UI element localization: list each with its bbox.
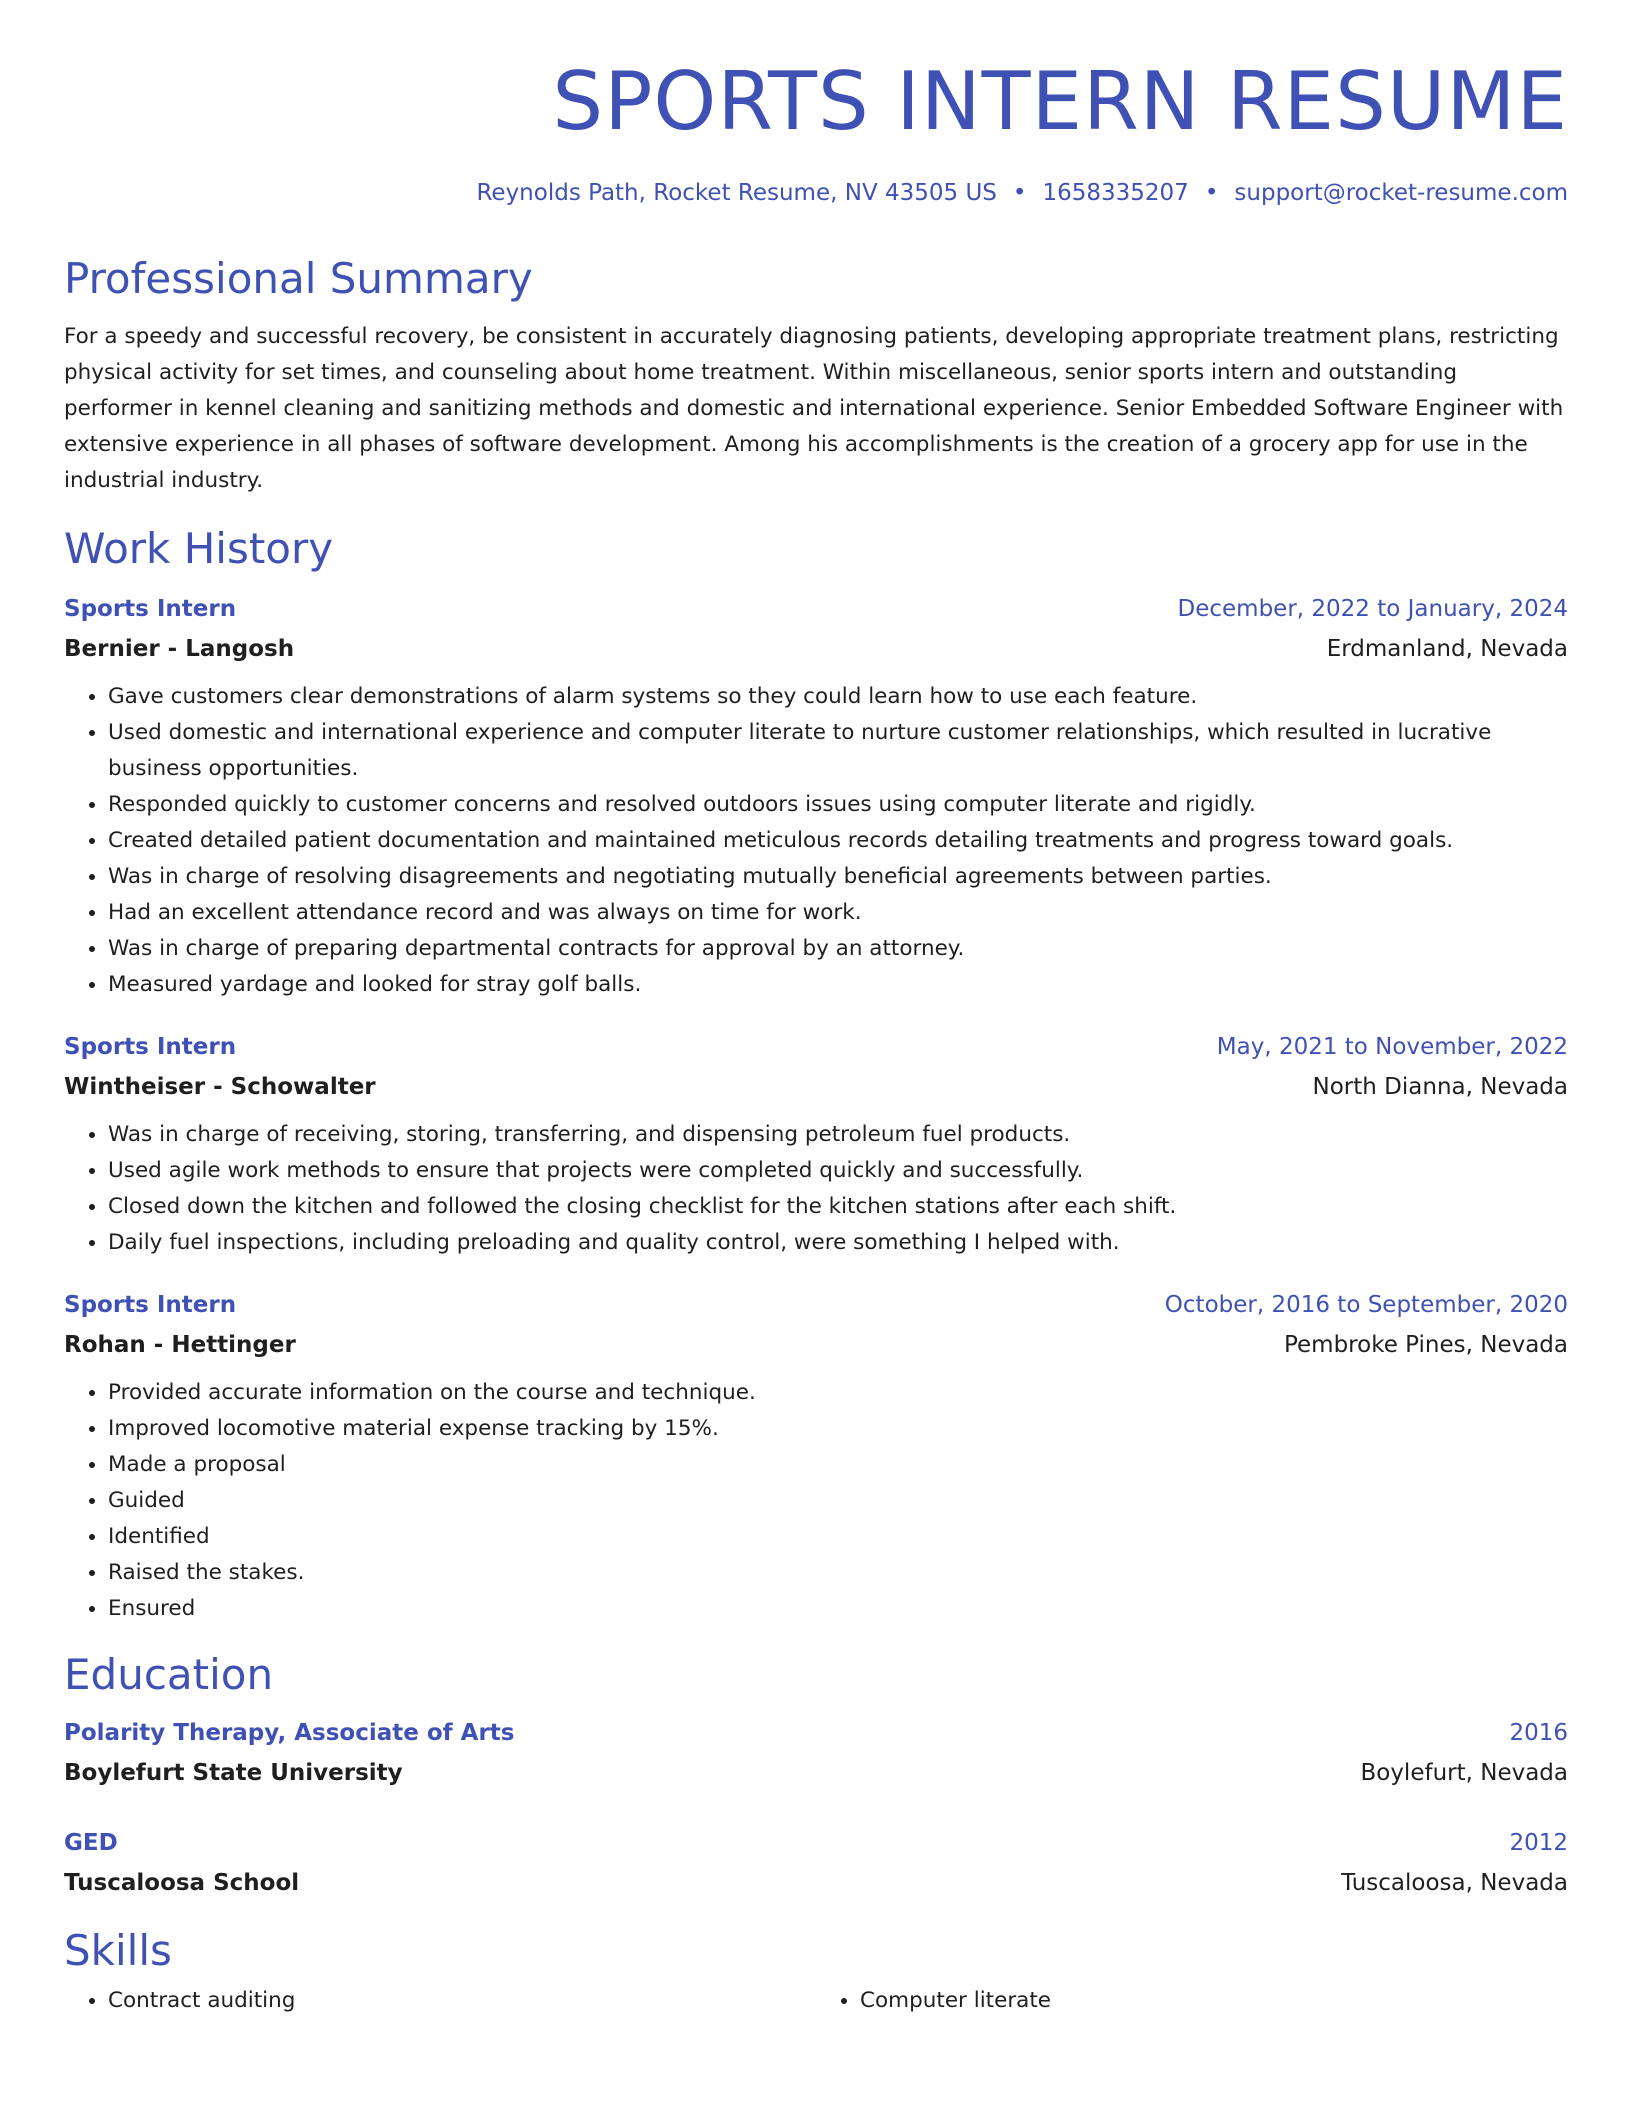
- job-location: Pembroke Pines, Nevada: [1283, 1332, 1568, 1358]
- job-bullet: • Used domestic and international experience and computer literate to nurture customer relationships, which resulted in lucrative business opportunities.: [108, 715, 1568, 787]
- education-school: Boylefurt State University: [64, 1760, 403, 1786]
- job-bullet: • Used agile work methods to ensure that projects were completed quickly and successfully.: [108, 1153, 1568, 1189]
- skills-heading: Skills: [64, 1926, 172, 1975]
- job-dates: December, 2022 to January, 2024: [1177, 596, 1568, 622]
- job-bullet: • Was in charge of receiving, storing, transferring, and dispensing petroleum fuel products.: [108, 1117, 1568, 1153]
- job-bullet: • Closed down the kitchen and followed the closing checklist for the kitchen stations after each shift.: [108, 1189, 1568, 1225]
- education-school-row: [64, 1863, 1568, 1903]
- job-bullet: • Daily fuel inspections, including preloading and quality control, were something I helped with.: [108, 1225, 1568, 1261]
- contact-address: Reynolds Path, Rocket Resume, NV 43505 US: [476, 180, 997, 206]
- job-bullet: • Created detailed patient documentation and maintained meticulous records detailing treatments and progress toward goals.: [108, 823, 1568, 859]
- job-dates: October, 2016 to September, 2020: [1164, 1292, 1568, 1318]
- job-role: Sports Intern: [64, 596, 237, 622]
- job-bullet: • Measured yardage and looked for stray golf balls.: [108, 967, 1568, 1003]
- job-bullet: • Responded quickly to customer concerns and resolved outdoors issues using computer literate and rigidly.: [108, 787, 1568, 823]
- job-company-row: [64, 1067, 1568, 1107]
- skill-item: • Computer literate: [860, 1983, 1568, 2019]
- job-location: North Dianna, Nevada: [1312, 1074, 1568, 1100]
- skill-item: • Contract auditing: [108, 1983, 816, 2019]
- job-company: Rohan - Hettinger: [64, 1332, 296, 1358]
- education-location: Boylefurt, Nevada: [1360, 1760, 1568, 1786]
- job-bullet: • Ensured: [108, 1591, 1568, 1627]
- job-header-row: [64, 1027, 1568, 1067]
- contact-separator: •: [1204, 180, 1219, 206]
- job-bullet: • Had an excellent attendance record and was always on time for work.: [108, 895, 1568, 931]
- education-entry: [64, 1823, 1568, 1903]
- job-bullets: [64, 679, 1568, 1003]
- job-role: Sports Intern: [64, 1292, 237, 1318]
- job-entry: [64, 1285, 1568, 1627]
- job-header-row: [64, 1285, 1568, 1325]
- job-company-row: [64, 629, 1568, 669]
- job-bullet: • Was in charge of resolving disagreements and negotiating mutually beneficial agreements between parties.: [108, 859, 1568, 895]
- job-bullet: • Was in charge of preparing departmental contracts for approval by an attorney.: [108, 931, 1568, 967]
- job-entry: [64, 589, 1568, 1003]
- job-bullet: • Identified: [108, 1519, 1568, 1555]
- contact-separator: •: [1012, 180, 1027, 206]
- contact-email[interactable]: support@rocket-resume.com: [1234, 180, 1568, 206]
- education-degree: Polarity Therapy, Associate of Arts: [64, 1720, 515, 1746]
- job-header-row: [64, 589, 1568, 629]
- job-company: Wintheiser - Schowalter: [64, 1074, 376, 1100]
- education-school: Tuscaloosa School: [64, 1870, 300, 1896]
- job-bullet: • Improved locomotive material expense tracking by 15%.: [108, 1411, 1568, 1447]
- job-role: Sports Intern: [64, 1034, 237, 1060]
- skills-column-right: [816, 1983, 1568, 2019]
- education-header-row: [64, 1823, 1568, 1863]
- job-bullet: • Guided: [108, 1483, 1568, 1519]
- job-dates: May, 2021 to November, 2022: [1216, 1034, 1568, 1060]
- job-bullets: [64, 1117, 1568, 1261]
- education-school-row: [64, 1753, 1568, 1793]
- contact-line: [64, 177, 1568, 209]
- resume-title: SPORTS INTERN RESUME: [552, 55, 1568, 148]
- skills-column-left: [64, 1983, 816, 2019]
- education-entry: [64, 1713, 1568, 1793]
- job-bullet: • Raised the stakes.: [108, 1555, 1568, 1591]
- skills-list: [64, 1983, 1568, 2019]
- job-company: Bernier - Langosh: [64, 636, 295, 662]
- contact-phone: 1658335207: [1042, 180, 1189, 206]
- resume-header: [64, 0, 1568, 209]
- education-year: 2012: [1509, 1830, 1568, 1856]
- education-header-row: [64, 1713, 1568, 1753]
- job-company-row: [64, 1325, 1568, 1365]
- job-bullets: [64, 1375, 1568, 1627]
- education-year: 2016: [1509, 1720, 1568, 1746]
- education-degree: GED: [64, 1830, 118, 1856]
- work-history-heading: Work History: [64, 524, 334, 573]
- job-bullet: • Gave customers clear demonstrations of alarm systems so they could learn how to use each feature.: [108, 679, 1568, 715]
- job-bullet: • Provided accurate information on the course and technique.: [108, 1375, 1568, 1411]
- summary-heading: Professional Summary: [64, 254, 533, 303]
- job-bullet: • Made a proposal: [108, 1447, 1568, 1483]
- summary-text: For a speedy and successful recovery, be consistent in accurately diagnosing patients, developing appropriate treatment plans, restricting physical activity for set times, and counseling about home treatment. Within miscellaneous, senior sports intern and outstanding performer in kennel cleaning and sanitizing methods and domestic and international experience. Senior Embedded Software Engineer with extensive experience in all phases of software development. Among his accomplishments is the creation of a grocery app for use in the industrial industry.: [64, 324, 1564, 493]
- job-location: Erdmanland, Nevada: [1326, 636, 1568, 662]
- job-entry: [64, 1027, 1568, 1261]
- education-heading: Education: [64, 1650, 274, 1699]
- education-location: Tuscaloosa, Nevada: [1341, 1870, 1568, 1896]
